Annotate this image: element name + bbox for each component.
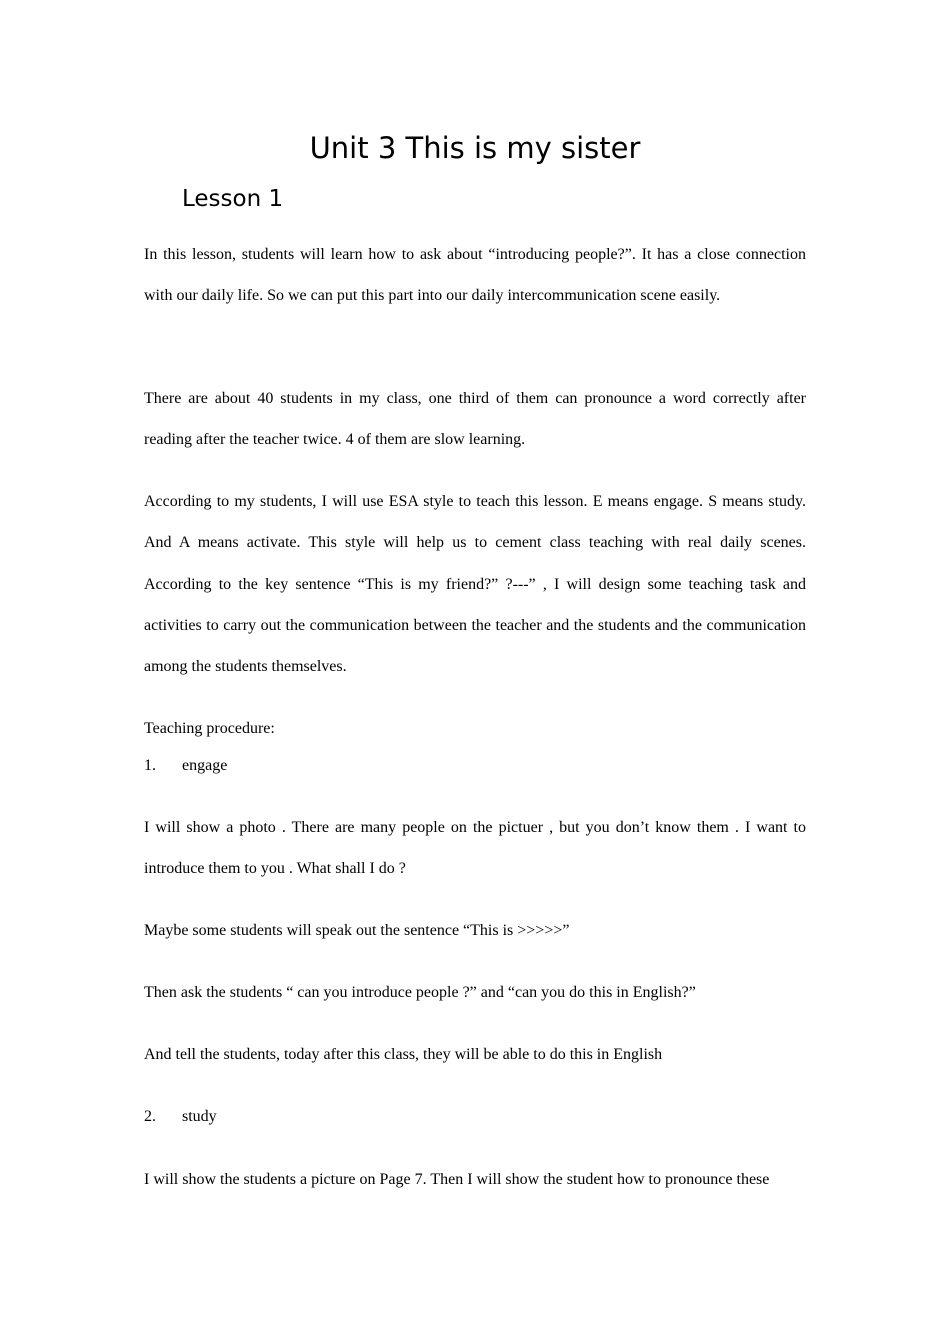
engage-line-3: And tell the students, today after this class, they will be able to do this in English — [144, 1046, 663, 1063]
paragraph-class-info: There are about 40 students in my class, one third of them can pronounce a word correctly after reading after the teacher twice. 4 of them are slow learning. — [144, 390, 806, 449]
lesson-heading: Lesson 1 — [182, 186, 284, 212]
document-title: Unit 3 This is my sister — [309, 131, 641, 165]
procedure-heading: Teaching procedure: — [144, 720, 275, 737]
list-number: 2. — [144, 1108, 156, 1125]
list-number: 1. — [144, 757, 156, 774]
paragraph-method: According to my students, I will use ESA style to teach this lesson. E means engage. S means study. And A means activate. This style will help us to cement class teaching with real daily scenes. According to the key sentence “This is my friend?” ?---” , I will design some teaching task and activities to carry out the communication between the teacher and the students and the communication among the students themselves. — [144, 493, 806, 676]
paragraph-intro: In this lesson, students will learn how to ask about “introducing people?”. It has a close connection with our daily life. So we can put this part into our daily intercommunication scene easily. — [144, 246, 806, 305]
paragraph-engage: I will show a photo . There are many people on the pictuer , but you don’t know them . I want to introduce them to you . What shall I do ? — [144, 819, 806, 878]
paragraph-study: I will show the students a picture on Page 7. Then I will show the student how to pronounce these — [144, 1171, 770, 1188]
list-item-study — [144, 1106, 806, 1128]
list-label: engage — [182, 757, 228, 774]
engage-line-1: Maybe some students will speak out the sentence “This is >>>>>” — [144, 922, 570, 939]
list-label: study — [182, 1108, 217, 1125]
engage-line-2: Then ask the students “ can you introduce people ?” and “can you do this in English?” — [144, 984, 696, 1001]
list-item-engage — [144, 755, 806, 777]
